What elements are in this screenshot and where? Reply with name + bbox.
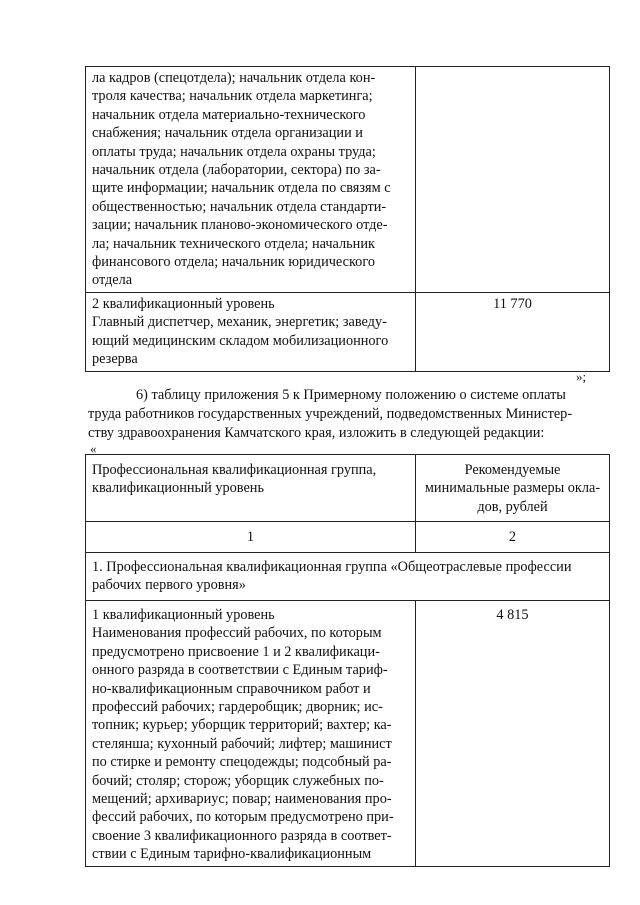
salary-value-cell [416,67,610,293]
text-line: 1 квалификационный уровень [92,607,275,623]
text-line: Наименования профессий рабочих, по которым [92,625,382,642]
qualification-level-cell [86,601,416,867]
text-line: ла; начальник технического отдела; начальник [92,235,375,252]
text-line: но-квалификационным справочником работ и [92,680,371,697]
text-line: общественностью; начальник отдела стандарти- [92,198,387,215]
table-header-row [86,455,610,522]
text-line: бочий; столяр; сторож; уборщик служебных по- [92,772,384,789]
text-line: мещений; архивариус; повар; наименования про- [92,791,392,808]
text-line: 1. Профессиональная квалификационная группа «Общеотраслевые профессии [92,559,572,575]
text-line: оплаты труда; начальник отдела охраны труда; [92,143,376,160]
text-line: своение 3 квалификационного разряда в соответ- [92,827,392,844]
text-line: снабжения; начальник отдела организации и [92,125,363,142]
text-line: минимальные размеры окла- [424,480,601,497]
text-line: Рекомендуемые [464,462,561,478]
opening-quote: « [90,441,97,456]
closing-quote: »; [576,369,587,384]
text-line: труда работников государственных учреждений, подведомственных Министер- [88,406,573,422]
column-number-row [86,522,610,553]
text-line: резерва [92,351,138,368]
column-number-cell: 1 [86,522,416,553]
text-line: по стирке и ремонту спецодежды; подсобный ра- [92,754,392,771]
text-line: зации; начальник планово-экономического отде- [92,217,388,234]
amendment-paragraph [88,386,610,443]
salary-table-continued [85,66,610,372]
text-line: ющий медицинским складом мобилизационного [92,332,389,349]
position-list-cell [86,67,416,293]
group-title-row [86,553,610,601]
text-line: отдела [92,272,133,289]
text-line: профессий рабочих; гардеробщик; дворник; ис- [92,699,383,716]
text-line: ствии с Единым тарифно-квалификационным [92,846,372,863]
column-number-cell: 2 [416,522,610,553]
table-row [86,67,610,293]
table-row [86,292,610,371]
text-line: стелянша; кухонный рабочий; лифтер; машинист [92,735,392,752]
table-row [86,601,610,867]
text-line: дов, рублей [477,498,548,515]
text-line: онного разряда в соответствии с Единым тариф- [92,662,388,679]
salary-value-cell: 11 770 [416,292,610,371]
text-line: Главный диспетчер, механик, энергетик; заведу- [92,314,387,331]
text-line: троля качества; начальник отдела маркетинга; [92,88,373,105]
text-line: начальник отдела материально-технического [92,106,366,123]
qualification-level-cell [86,292,416,371]
text-line: финансового отдела; начальник юридического [92,254,375,271]
text-line: ству здравоохранения Камчатского края, изложить в следующей редакции: [88,425,545,441]
text-line: предусмотрено присвоение 1 и 2 квалификаци- [92,643,380,660]
text-line: 6) таблицу приложения 5 к Примерному положению о системе оплаты [136,387,566,403]
salary-table [85,454,610,867]
text-line: начальник отдела (лаборатории, сектора) по за- [92,162,381,179]
text-line: ла кадров (спецотдела); начальник отдела кон- [92,70,376,86]
text-line: топник; курьер; уборщик территорий; вахтер; ка- [92,717,392,734]
text-line: щите информации; начальник отдела по связям с [92,180,391,197]
salary-value-cell: 4 815 [416,601,610,867]
text-line: фессий рабочих, по которым предусмотрено при- [92,809,394,826]
group-title-cell [86,553,610,601]
text-line: Профессиональная квалификационная группа, [92,462,377,478]
text-line: 2 квалификационный уровень [92,295,275,312]
header-salary-cell [416,455,610,522]
header-group-cell [86,455,416,522]
text-line: квалификационный уровень [92,480,264,497]
text-line: рабочих первого уровня» [92,577,246,594]
